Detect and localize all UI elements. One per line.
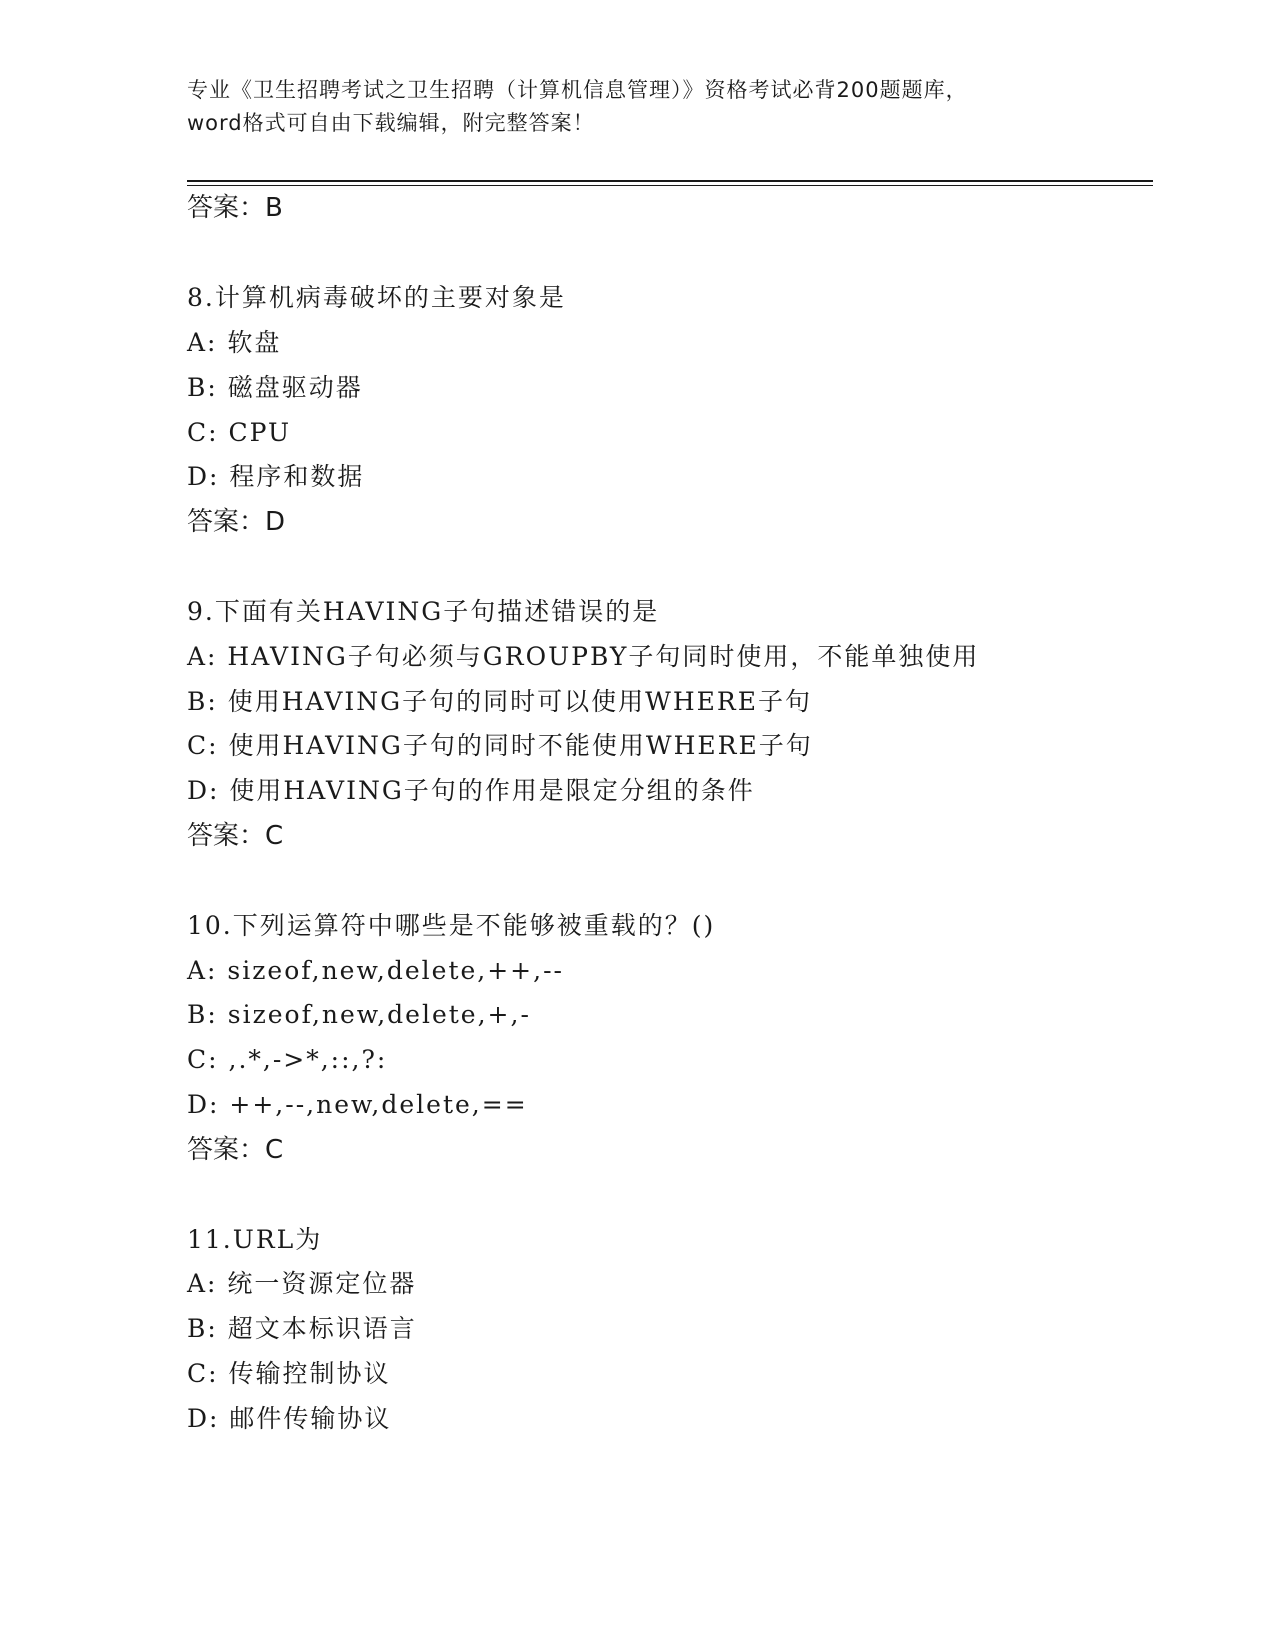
- question-9-option-c: C: 使用HAVING子句的同时不能使用WHERE子句: [187, 731, 813, 760]
- question-8-answer: 答案：D: [187, 507, 286, 537]
- question-10-option-c: C: ,.*,->*,::,?:: [187, 1045, 388, 1074]
- question-9-option-b: B: 使用HAVING子句的同时可以使用WHERE子句: [187, 687, 812, 716]
- header-title-line-2: word格式可自由下载编辑，附完整答案！: [187, 111, 595, 135]
- question-9-option-a: A: HAVING子句必须与GROUPBY子句同时使用，不能单独使用: [187, 642, 980, 671]
- question-11-option-c: C: 传输控制协议: [187, 1359, 391, 1388]
- question-9-option-d: D: 使用HAVING子句的作用是限定分组的条件: [187, 776, 755, 805]
- question-9-stem: 9.下面有关HAVING子句描述错误的是: [187, 597, 660, 626]
- question-10-option-d: D: ++,--,new,delete,==: [187, 1090, 528, 1119]
- question-9-answer: 答案：C: [187, 821, 284, 851]
- header-divider-thick: [187, 180, 1153, 182]
- question-11-stem: 11.URL为: [187, 1225, 323, 1254]
- question-8-option-c: C: CPU: [187, 418, 292, 447]
- question-11-option-b: B: 超文本标识语言: [187, 1314, 417, 1343]
- question-10-option-a: A: sizeof,new,delete,++,--: [187, 956, 564, 985]
- question-11-option-a: A: 统一资源定位器: [187, 1269, 417, 1298]
- question-8-stem: 8.计算机病毒破坏的主要对象是: [187, 283, 566, 312]
- header-title-line-1: 专业《卫生招聘考试之卫生招聘（计算机信息管理）》资格考试必背200题题库，: [187, 78, 968, 102]
- question-10-option-b: B: sizeof,new,delete,+,-: [187, 1000, 531, 1029]
- answer-previous: 答案：B: [187, 193, 283, 223]
- question-8-option-a: A: 软盘: [187, 328, 282, 357]
- question-11-option-d: D: 邮件传输协议: [187, 1404, 392, 1433]
- question-10-stem: 10.下列运算符中哪些是不能够被重载的？(): [187, 911, 716, 940]
- question-8-option-b: B: 磁盘驱动器: [187, 373, 363, 402]
- document-header: [187, 74, 1087, 140]
- question-10-answer: 答案：C: [187, 1135, 284, 1165]
- header-divider-thin: [187, 185, 1153, 186]
- question-8-option-d: D: 程序和数据: [187, 462, 365, 491]
